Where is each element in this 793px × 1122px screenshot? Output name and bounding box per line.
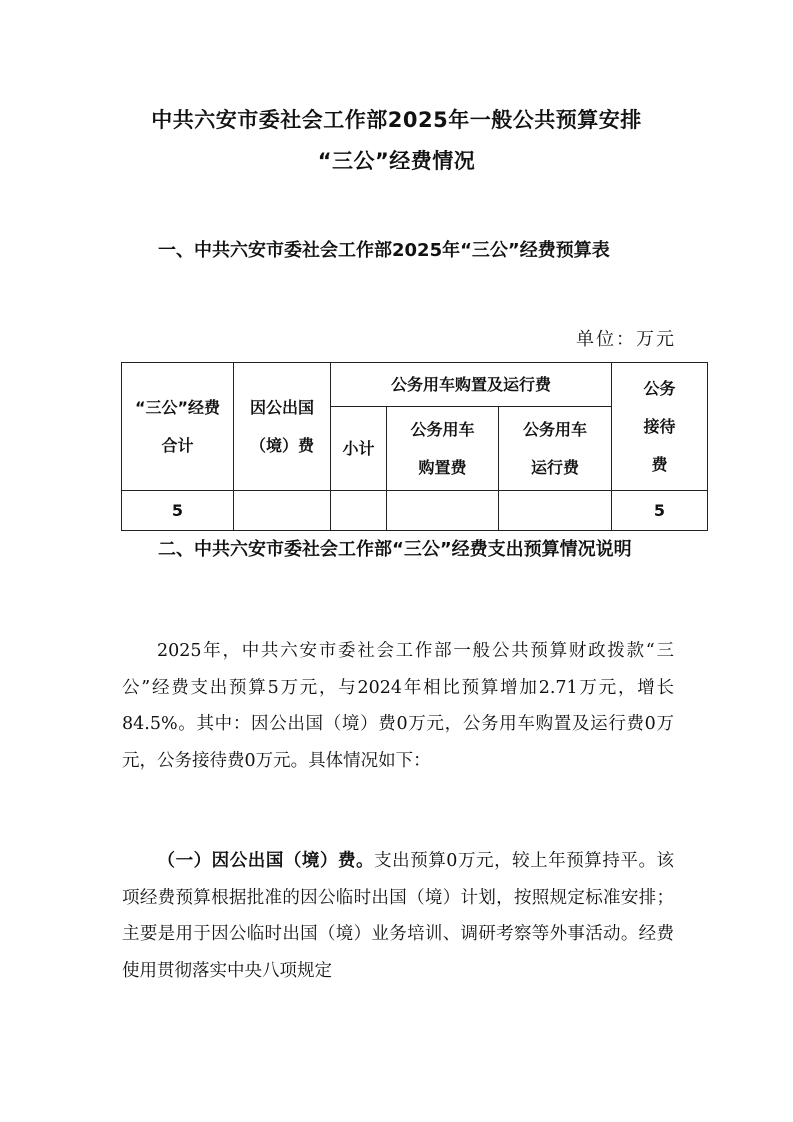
header-reception xyxy=(612,363,708,491)
header-vehicle-operation-text: 公务用车运行费 xyxy=(522,419,587,477)
paragraph-2 xyxy=(122,843,674,989)
header-vehicle-group: 公务用车购置及运行费 xyxy=(331,363,612,407)
header-overseas xyxy=(234,363,331,491)
value-overseas xyxy=(234,491,331,531)
budget-table xyxy=(121,362,708,531)
paragraph-2-text: 支出预算0万元，较上年预算持平。该项经费预算根据批准的因公临时出国（境）计划，按照规定标准安排；主要是用于因公临时出国（境）业务培训、调研考察等外事活动。经费使用贯彻落实中央八项规定 xyxy=(122,851,674,981)
header-total xyxy=(122,363,234,491)
paragraph-1-text: 2025年，中共六安市委社会工作部一般公共预算财政拨款“三公”经费支出预算5万元，与2024年相比预算增加2.71万元，增长84.5%。其中：因公出国（境）费0万元，公务用车购置及运行费0万元，公务接待费0万元。具体情况如下： xyxy=(122,641,674,771)
header-vehicle-subtotal: 小计 xyxy=(331,407,387,491)
header-reception-text: 公务接待费 xyxy=(643,378,676,474)
section1-heading-text: 一、中共六安市委社会工作部2025年“三公”经费预算表 xyxy=(158,240,610,261)
unit-label: 单位：万元 xyxy=(576,329,676,350)
table-row xyxy=(122,491,708,531)
header-overseas-text: 因公出国（境）费 xyxy=(249,397,314,455)
header-vehicle-purchase xyxy=(387,407,499,491)
header-total-text: “三公”经费合计 xyxy=(134,397,221,455)
document-title-line1: 中共六安市委社会工作部2025年一般公共预算安排 xyxy=(151,108,642,132)
document-title-line2: “三公”经费情况 xyxy=(317,149,476,173)
section2-heading-text: 二、中共六安市委社会工作部“三公”经费支出预算情况说明 xyxy=(158,539,632,560)
table-header-row xyxy=(122,363,708,407)
paragraph-1 xyxy=(122,633,674,779)
section1-heading xyxy=(122,232,678,270)
section2-heading xyxy=(122,531,678,569)
value-total: 5 xyxy=(122,491,234,531)
value-vehicle-subtotal xyxy=(331,491,387,531)
value-reception: 5 xyxy=(612,491,708,531)
value-vehicle-operation xyxy=(499,491,612,531)
paragraph-2-lead: （一）因公出国（境）费。 xyxy=(157,851,375,871)
header-vehicle-purchase-text: 公务用车购置费 xyxy=(410,419,475,477)
value-vehicle-purchase xyxy=(387,491,499,531)
header-vehicle-operation xyxy=(499,407,612,491)
